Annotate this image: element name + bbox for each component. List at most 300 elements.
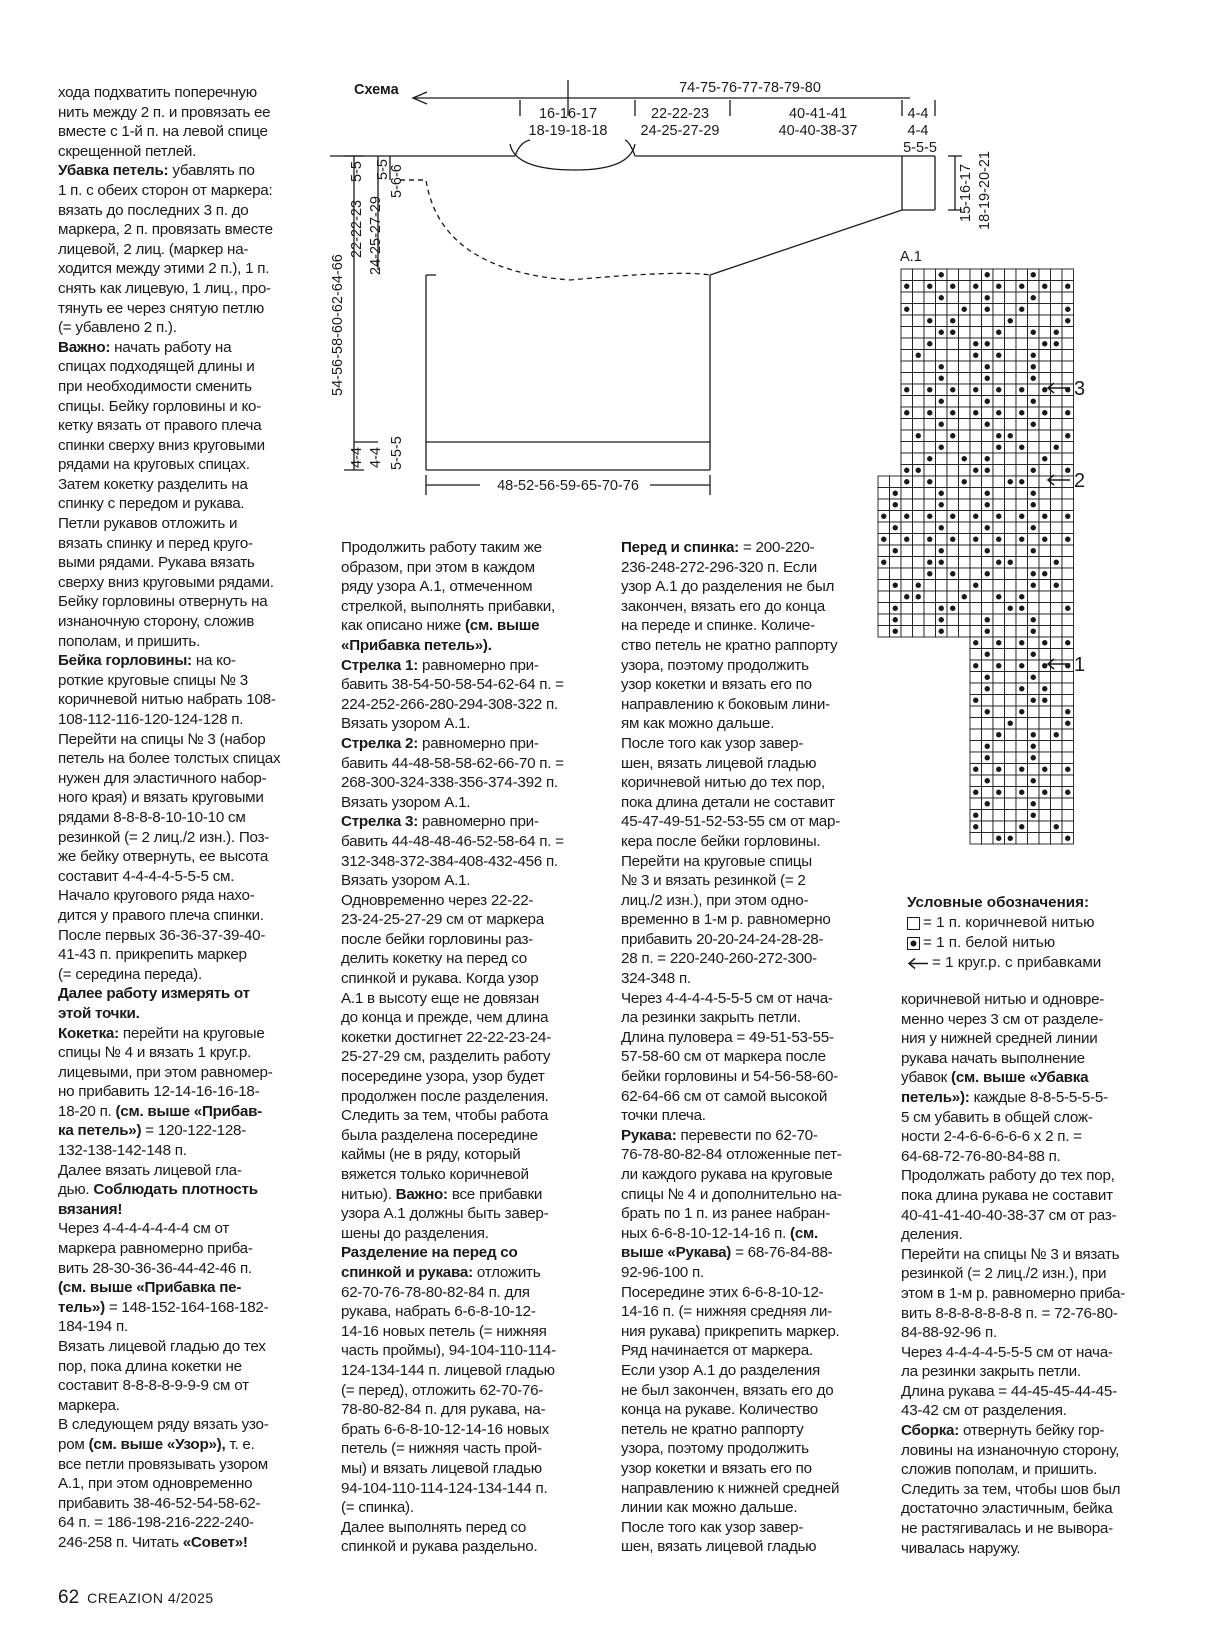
chart-cell bbox=[1005, 511, 1017, 523]
chart-dot bbox=[973, 698, 978, 703]
chart-cell bbox=[1016, 580, 1028, 592]
dim-left-a: 5-5 bbox=[349, 161, 365, 182]
chart-cell bbox=[970, 752, 982, 764]
chart-dot bbox=[904, 594, 909, 599]
chart-dot bbox=[985, 502, 990, 507]
chart-cell bbox=[1051, 407, 1063, 419]
chart-cell bbox=[1016, 557, 1028, 569]
chart-cell bbox=[1062, 775, 1074, 787]
chart-cell bbox=[947, 522, 959, 534]
legend-item-dot bbox=[907, 933, 1187, 953]
text-line bbox=[58, 1298, 310, 1318]
legend-text-dot: = 1 п. белой нитью bbox=[923, 934, 1056, 951]
chart-cell bbox=[924, 442, 936, 454]
chart-cell bbox=[982, 511, 994, 523]
text-line bbox=[341, 832, 591, 852]
text-run: узора А.1 должны быть завер- bbox=[341, 1205, 549, 1223]
text-line bbox=[58, 299, 310, 319]
chart-cell bbox=[1039, 269, 1051, 281]
text-line bbox=[621, 969, 879, 989]
bold-term: «Совет»! bbox=[182, 1533, 248, 1551]
chart-cell bbox=[1016, 672, 1028, 684]
chart-cell bbox=[936, 407, 948, 419]
bold-term: (см. выше «Узор»), bbox=[88, 1435, 226, 1453]
text-run: спинкой и рукава. Когда узор bbox=[341, 970, 539, 988]
chart-cell bbox=[1062, 488, 1074, 500]
chart-dot bbox=[985, 675, 990, 680]
bold-term: Убавка петель: bbox=[58, 162, 169, 180]
text-run: спинки сверху вниз круговыми bbox=[58, 436, 265, 454]
text-line bbox=[621, 1263, 879, 1283]
chart-cell bbox=[901, 488, 913, 500]
chart-dot bbox=[1054, 341, 1059, 346]
chart-dot bbox=[893, 548, 898, 553]
chart-title: A.1 bbox=[900, 249, 922, 265]
text-run: все прибавки bbox=[447, 1185, 543, 1203]
chart-cell bbox=[936, 338, 948, 350]
text-run: вместе с 1-й п. на левой спице bbox=[58, 123, 268, 141]
text-line bbox=[621, 1537, 879, 1557]
chart-cell bbox=[924, 603, 936, 615]
chart-dot bbox=[950, 514, 955, 519]
chart-cell bbox=[936, 350, 948, 362]
chart-cell bbox=[970, 706, 982, 718]
text-line bbox=[58, 1063, 310, 1083]
text-run: 57-58-60 см от маркера после bbox=[621, 1048, 826, 1066]
text-line bbox=[58, 651, 310, 671]
chart-dot bbox=[950, 318, 955, 323]
chart-cell bbox=[970, 833, 982, 845]
text-run: Петли рукавов отложить и bbox=[58, 515, 238, 533]
chart-cell bbox=[1005, 396, 1017, 408]
chart-dot bbox=[950, 410, 955, 415]
chart-cell bbox=[1051, 603, 1063, 615]
chart-dot bbox=[996, 790, 1001, 795]
chart-cell bbox=[913, 292, 925, 304]
text-run: 23-24-25-27-29 см от маркера bbox=[341, 911, 544, 929]
chart-cell bbox=[913, 476, 925, 488]
text-line bbox=[901, 1010, 1163, 1030]
text-line bbox=[341, 1420, 591, 1440]
chart-dot bbox=[881, 514, 886, 519]
chart-dot bbox=[939, 491, 944, 496]
chart-cell bbox=[878, 545, 890, 557]
chart-cell bbox=[959, 338, 971, 350]
chart-cell bbox=[924, 522, 936, 534]
schema-title: Схема bbox=[354, 82, 399, 98]
chart-cell bbox=[1051, 810, 1063, 822]
text-line bbox=[58, 612, 310, 632]
chart-cell bbox=[982, 718, 994, 730]
chart-cell bbox=[1039, 603, 1051, 615]
chart-dot bbox=[1031, 364, 1036, 369]
bold-term: петель»): bbox=[901, 1088, 970, 1106]
text-line bbox=[901, 1323, 1163, 1343]
text-line bbox=[341, 871, 591, 891]
chart-cell bbox=[1016, 315, 1028, 327]
chart-cell bbox=[947, 499, 959, 511]
text-run: ряду узора А.1, отмеченном bbox=[341, 578, 533, 596]
chart-cell bbox=[959, 292, 971, 304]
chart-cell bbox=[1039, 706, 1051, 718]
chart-cell bbox=[959, 522, 971, 534]
chart-dot bbox=[939, 548, 944, 553]
chart-dot bbox=[1054, 330, 1059, 335]
chart-dot bbox=[985, 468, 990, 473]
text-run: 64 п. = 186-198-216-222-240- bbox=[58, 1514, 254, 1532]
chart-cell bbox=[1051, 568, 1063, 580]
text-run: Если узор А.1 до разделения bbox=[621, 1361, 820, 1379]
text-line bbox=[621, 871, 879, 891]
text-run: петель не кратно раппорту bbox=[621, 1420, 804, 1438]
arrow-label: 1 bbox=[1074, 654, 1086, 676]
chart-cell bbox=[1028, 833, 1040, 845]
chart-cell bbox=[993, 706, 1005, 718]
chart-dot bbox=[973, 341, 978, 346]
bold-term: (см. выше «Убавка bbox=[951, 1069, 1089, 1087]
text-line bbox=[621, 1204, 879, 1224]
dim-bottom-width: 48-52-56-59-65-70-76 bbox=[497, 478, 639, 494]
chart-cell bbox=[1005, 649, 1017, 661]
chart-cell bbox=[1051, 672, 1063, 684]
chart-cell bbox=[1039, 614, 1051, 626]
text-run: 43-42 см от разделения. bbox=[901, 1402, 1067, 1420]
chart-dot bbox=[904, 514, 909, 519]
chart-cell bbox=[1005, 741, 1017, 753]
chart-dot bbox=[927, 560, 932, 565]
text-line bbox=[621, 1047, 879, 1067]
chart-cell bbox=[1016, 833, 1028, 845]
chart-cell bbox=[1005, 407, 1017, 419]
text-run: Бейку горловины отвернуть на bbox=[58, 593, 268, 611]
chart-dot bbox=[927, 410, 932, 415]
text-run: 312-348-372-384-408-432-456 п. bbox=[341, 852, 558, 870]
chart-cell bbox=[936, 476, 948, 488]
chart-cell bbox=[1051, 269, 1063, 281]
text-run: дью. bbox=[58, 1181, 94, 1199]
chart-cell bbox=[982, 729, 994, 741]
text-run: Через 4-4-4-4-4-4-4 см от bbox=[58, 1220, 230, 1238]
chart-cell bbox=[924, 591, 936, 603]
text-run: этом в 1-м р. равномерно приба- bbox=[901, 1284, 1126, 1302]
chart-cell bbox=[913, 499, 925, 511]
chart-cell bbox=[982, 591, 994, 603]
chart-dot bbox=[973, 824, 978, 829]
text-line bbox=[621, 1381, 879, 1401]
text-line bbox=[58, 416, 310, 436]
chart-cell bbox=[1062, 396, 1074, 408]
chart-dot bbox=[904, 468, 909, 473]
chart-dot bbox=[1019, 606, 1024, 611]
chart-cell bbox=[924, 545, 936, 557]
chart-cell bbox=[1016, 775, 1028, 787]
chart-cell bbox=[959, 488, 971, 500]
chart-cell bbox=[993, 396, 1005, 408]
chart-cell bbox=[993, 752, 1005, 764]
text-line bbox=[621, 754, 879, 774]
chart-cell bbox=[982, 603, 994, 615]
dim-left-bottom-a: 4-4 bbox=[349, 447, 365, 468]
chart-cell bbox=[1005, 373, 1017, 385]
chart-dot bbox=[1019, 594, 1024, 599]
chart-dot bbox=[904, 307, 909, 312]
text-line bbox=[341, 1498, 591, 1518]
chart-cell bbox=[1051, 695, 1063, 707]
chart-dot bbox=[1019, 686, 1024, 691]
chart-dot bbox=[985, 295, 990, 300]
chart-cell bbox=[924, 350, 936, 362]
text-line bbox=[58, 926, 310, 946]
text-run: ла резинки закрыть петли. bbox=[621, 1009, 801, 1027]
text-run: пока длина детали не составит bbox=[621, 793, 835, 811]
text-run: бавить 44-48-58-58-62-66-70 п. = bbox=[341, 754, 564, 772]
chart-cell bbox=[1005, 292, 1017, 304]
legend-item-empty bbox=[907, 913, 1187, 933]
chart-cell bbox=[1051, 522, 1063, 534]
text-line bbox=[58, 1396, 310, 1416]
text-run: ловины на изнаночную сторону, bbox=[901, 1441, 1120, 1459]
text-run: (= спинка). bbox=[341, 1499, 414, 1517]
chart-dot bbox=[1019, 514, 1024, 519]
text-line bbox=[58, 534, 310, 554]
text-line bbox=[901, 1049, 1163, 1069]
chart-cell bbox=[1016, 614, 1028, 626]
chart-cell bbox=[1005, 672, 1017, 684]
chart-cell bbox=[1062, 695, 1074, 707]
text-line bbox=[901, 1068, 1163, 1088]
chart-cell bbox=[901, 580, 913, 592]
chart-dot bbox=[1065, 284, 1070, 289]
chart-cell bbox=[1051, 787, 1063, 799]
chart-dot bbox=[1054, 445, 1059, 450]
chart-dot bbox=[985, 801, 990, 806]
chart-cell bbox=[982, 315, 994, 327]
chart-cell bbox=[936, 315, 948, 327]
chart-cell bbox=[1028, 534, 1040, 546]
chart-cell bbox=[1005, 614, 1017, 626]
chart-cell bbox=[1028, 603, 1040, 615]
chart-cell bbox=[970, 775, 982, 787]
chart-cell bbox=[1051, 614, 1063, 626]
legend bbox=[907, 893, 1187, 973]
text-run: 184-194 п. bbox=[58, 1318, 128, 1336]
chart-cell bbox=[947, 396, 959, 408]
chart-cell bbox=[970, 729, 982, 741]
chart-cell bbox=[1005, 327, 1017, 339]
text-run: ния у нижней средней линии bbox=[901, 1030, 1098, 1048]
chart-dot bbox=[950, 606, 955, 611]
chart-dot bbox=[973, 640, 978, 645]
chart-cell bbox=[913, 614, 925, 626]
chart-dot bbox=[1031, 732, 1036, 737]
chart-cell bbox=[993, 522, 1005, 534]
text-line bbox=[621, 1322, 879, 1342]
chart-dot bbox=[1065, 606, 1070, 611]
chart-dot bbox=[1031, 272, 1036, 277]
chart-cell bbox=[1062, 419, 1074, 431]
chart-dot bbox=[1042, 767, 1047, 772]
chart-dot bbox=[916, 468, 921, 473]
chart-cell bbox=[1016, 810, 1028, 822]
bold-term: Разделение на перед со bbox=[341, 1244, 518, 1262]
chart-cell bbox=[993, 338, 1005, 350]
chart-cell bbox=[993, 304, 1005, 316]
text-line bbox=[901, 1499, 1163, 1519]
text-run: 40-41-41-40-40-38-37 см от раз- bbox=[901, 1206, 1117, 1224]
text-line bbox=[621, 832, 879, 852]
text-run: петель на более толстых спицах bbox=[58, 750, 281, 768]
chart-cell bbox=[970, 522, 982, 534]
chart-cell bbox=[970, 683, 982, 695]
dim-seg3-a: 40-41-41 bbox=[788, 106, 848, 122]
chart-cell bbox=[947, 453, 959, 465]
chart-cell bbox=[901, 453, 913, 465]
chart-cell bbox=[913, 338, 925, 350]
chart-cell bbox=[1005, 660, 1017, 672]
text-run: рукава, набрать 6-6-8-10-12- bbox=[341, 1303, 536, 1321]
dim-right-a: 15-16-17 bbox=[958, 163, 974, 222]
chart-dot bbox=[939, 445, 944, 450]
text-run: лицевой, 2 лиц. (маркер на- bbox=[58, 240, 249, 258]
chart-dot bbox=[962, 456, 967, 461]
chart-dot bbox=[985, 307, 990, 312]
dim-right-b: 18-19-20-21 bbox=[977, 151, 993, 230]
chart-cell bbox=[947, 465, 959, 477]
chart-cell bbox=[982, 810, 994, 822]
chart-cell bbox=[1051, 660, 1063, 672]
text-run: закончен, вязать его до конца bbox=[621, 597, 825, 615]
arrow-label: 2 bbox=[1074, 470, 1086, 492]
chart-dot bbox=[1031, 399, 1036, 404]
text-run: перевести по 62-70- bbox=[676, 1126, 818, 1144]
chart-cell bbox=[901, 373, 913, 385]
chart-dot bbox=[1042, 686, 1047, 691]
chart-cell bbox=[947, 292, 959, 304]
chart-cell bbox=[1005, 304, 1017, 316]
chart-cell bbox=[993, 603, 1005, 615]
text-run: тянуть ее через снятую петлю bbox=[58, 299, 265, 317]
chart-cell bbox=[890, 534, 902, 546]
chart-cell bbox=[993, 614, 1005, 626]
chart-cell bbox=[947, 419, 959, 431]
chart-cell bbox=[901, 327, 913, 339]
text-run: направлению к нижней средней bbox=[621, 1479, 840, 1497]
chart-cell bbox=[924, 361, 936, 373]
chart-cell bbox=[1051, 465, 1063, 477]
chart-cell bbox=[1051, 476, 1063, 488]
chart-dot bbox=[1065, 790, 1070, 795]
text-line bbox=[341, 1439, 591, 1459]
chart-dot bbox=[985, 525, 990, 530]
chart-cell bbox=[936, 534, 948, 546]
chart-cell bbox=[1016, 373, 1028, 385]
text-line bbox=[58, 808, 310, 828]
bold-term: (см. выше bbox=[464, 617, 540, 635]
chart-dot bbox=[893, 617, 898, 622]
chart-cell bbox=[970, 419, 982, 431]
chart-cell bbox=[970, 649, 982, 661]
text-line bbox=[58, 1494, 310, 1514]
chart-dot bbox=[904, 410, 909, 415]
chart-cell bbox=[913, 327, 925, 339]
chart-cell bbox=[1028, 476, 1040, 488]
text-line bbox=[58, 886, 310, 906]
text-column-4 bbox=[901, 990, 1163, 1558]
text-run: роткие круговые спицы № 3 bbox=[58, 671, 248, 689]
chart-cell bbox=[878, 476, 890, 488]
text-run: вязать до последних 3 п. до bbox=[58, 201, 249, 219]
text-run: спицы. Бейку горловины и ко- bbox=[58, 397, 262, 415]
text-line bbox=[341, 1106, 591, 1126]
chart-dot bbox=[1031, 548, 1036, 553]
chart-cell bbox=[1028, 430, 1040, 442]
chart-cell bbox=[901, 442, 913, 454]
chart-dot bbox=[985, 341, 990, 346]
chart-cell bbox=[1051, 637, 1063, 649]
text-run: 92-96-100 п. bbox=[621, 1263, 704, 1281]
chart-dot bbox=[1065, 836, 1070, 841]
chart-cell bbox=[913, 568, 925, 580]
chart-dot bbox=[1008, 836, 1013, 841]
text-run: была разделена посередине bbox=[341, 1126, 538, 1144]
chart-cell bbox=[913, 545, 925, 557]
chart-cell bbox=[936, 384, 948, 396]
chart-dot bbox=[893, 583, 898, 588]
chart-cell bbox=[901, 545, 913, 557]
bold-term: вязания! bbox=[58, 1200, 123, 1218]
text-run: 268-300-324-338-356-374-392 п. bbox=[341, 774, 558, 792]
chart-cell bbox=[959, 350, 971, 362]
dim-left-e: 24-25-27-29 bbox=[368, 196, 384, 275]
chart-cell bbox=[982, 476, 994, 488]
chart-cell bbox=[1062, 741, 1074, 753]
chart-dot bbox=[1042, 387, 1047, 392]
dim-seg2-b: 24-25-27-29 bbox=[640, 123, 720, 139]
text-run: выми рядами. Рукава вязать bbox=[58, 554, 255, 572]
text-line bbox=[621, 636, 879, 656]
text-line bbox=[341, 597, 591, 617]
text-line bbox=[621, 1341, 879, 1361]
chart-cell bbox=[1005, 775, 1017, 787]
text-line bbox=[341, 1459, 591, 1479]
text-line bbox=[621, 695, 879, 715]
chart-dot bbox=[1019, 445, 1024, 450]
chart-cell bbox=[901, 292, 913, 304]
text-line bbox=[58, 494, 310, 514]
chart-dot bbox=[985, 376, 990, 381]
chart-cell bbox=[901, 315, 913, 327]
chart-cell bbox=[1028, 660, 1040, 672]
chart-dot bbox=[893, 629, 898, 634]
text-run: не был закончен, вязать его до bbox=[621, 1381, 834, 1399]
chart-cell bbox=[913, 511, 925, 523]
text-run: точки плеча. bbox=[621, 1107, 706, 1125]
text-run: все петли провязывать узором bbox=[58, 1455, 268, 1473]
text-line bbox=[341, 636, 591, 656]
text-run: же бейку отвернуть, ее высота bbox=[58, 848, 269, 866]
chart-dot bbox=[927, 341, 932, 346]
chart-cell bbox=[1039, 545, 1051, 557]
chart-cell bbox=[1039, 442, 1051, 454]
dim-top-total: 74-75-76-77-78-79-80 bbox=[679, 80, 821, 96]
chart-dot bbox=[916, 433, 921, 438]
chart-cell bbox=[1051, 534, 1063, 546]
text-line bbox=[341, 969, 591, 989]
text-line bbox=[901, 1304, 1163, 1324]
chart-cell bbox=[1062, 798, 1074, 810]
bold-term: Далее работу измерять от bbox=[58, 985, 250, 1003]
chart-cell bbox=[1016, 626, 1028, 638]
